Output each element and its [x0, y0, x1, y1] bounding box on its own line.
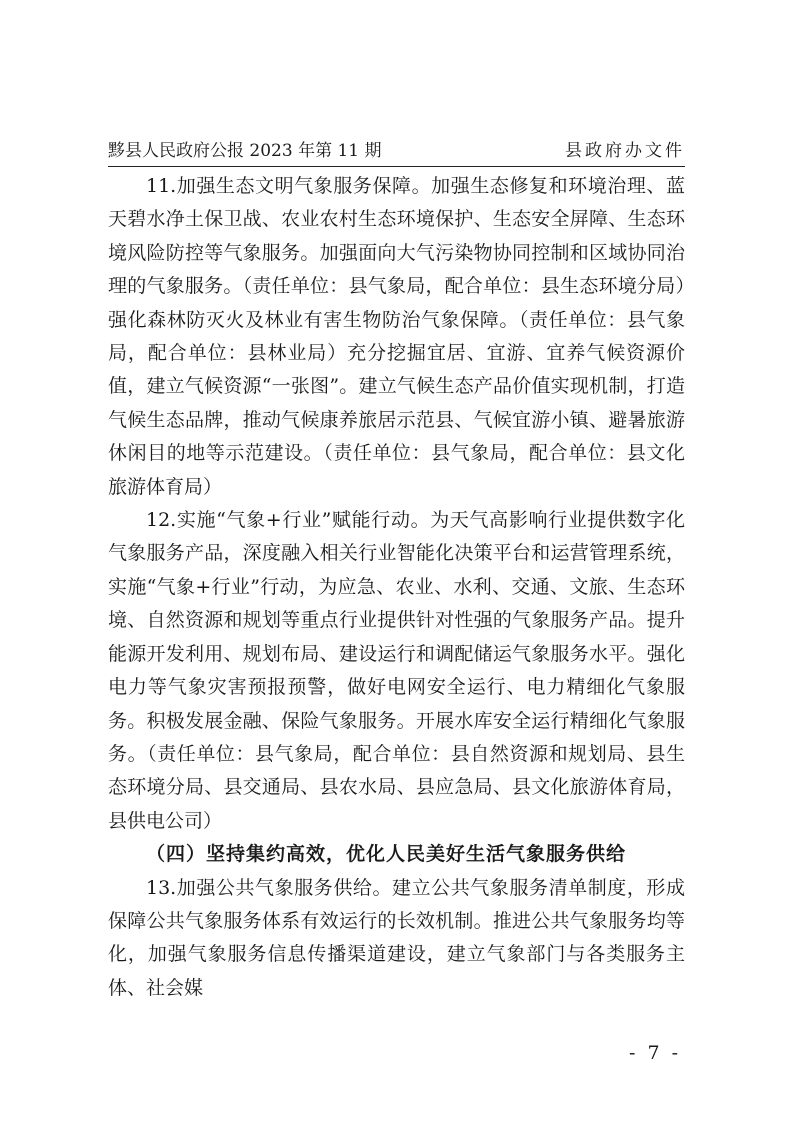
header-rule: [108, 166, 685, 167]
page-number: - 7 -: [628, 1042, 681, 1064]
paragraph-item-11: 11.加强生态文明气象服务保障。加强生态修复和环境治理、蓝天碧水净土保卫战、农业农村生态环境保护、生态安全屏障、生态环境风险防控等气象服务。加强面向大气污染物协同控制和区域协同治理的气象服务。（责任单位：县气象局，配合单位：县生态环境分局）强化森林防灭火及林业有害生物防治气象保障。（责任单位：县气象局，配合单位：县林业局）充分挖掘宜居、宜游、宜养气候资源价值，建立气候资源“一张图”。建立气候生态产品价值实现机制，打造气候生态品牌，推动气候康养旅居示范县、气候宜游小镇、避暑旅游休闲目的地等示范建设。（责任单位：县气象局，配合单位：县文化旅游体育局）: [108, 175, 685, 498]
paragraph-item-12: 12.实施“气象+行业”赋能行动。为天气高影响行业提供数字化气象服务产品，深度融入相关行业智能化决策平台和运营管理系统，实施“气象+行业”行动，为应急、农业、水利、交通、文旅、生态环境、自然资源和规划等重点行业提供针对性强的气象服务产品。提升能源开发利用、规划布局、建设运行和调配储运气象服务水平。强化电力等气象灾害预报预警，做好电网安全运行、电力精细化气象服务。积极发展金融、保险气象服务。开展水库安全运行精细化气象服务。（责任单位：县气象局，配合单位：县自然资源和规划局、县生态环境分局、县交通局、县农水局、县应急局、县文化旅游体育局，县供电公司）: [108, 509, 685, 832]
gazette-issue-title: 黟县人民政府公报 2023 年第 11 期: [108, 141, 382, 161]
document-category: 县政府办文件: [565, 141, 685, 161]
document-header: [108, 138, 685, 164]
document-body: [108, 170, 685, 1005]
paragraph-item-13: 13.加强公共气象服务供给。建立公共气象服务清单制度，形成保障公共气象服务体系有效运行的长效机制。推进公共气象服务均等化，加强气象服务信息传播渠道建设，建立气象部门与各类服务主体、社会媒: [108, 876, 685, 999]
section-heading: （四）坚持集约高效，优化人民美好生活气象服务供给: [146, 843, 627, 866]
